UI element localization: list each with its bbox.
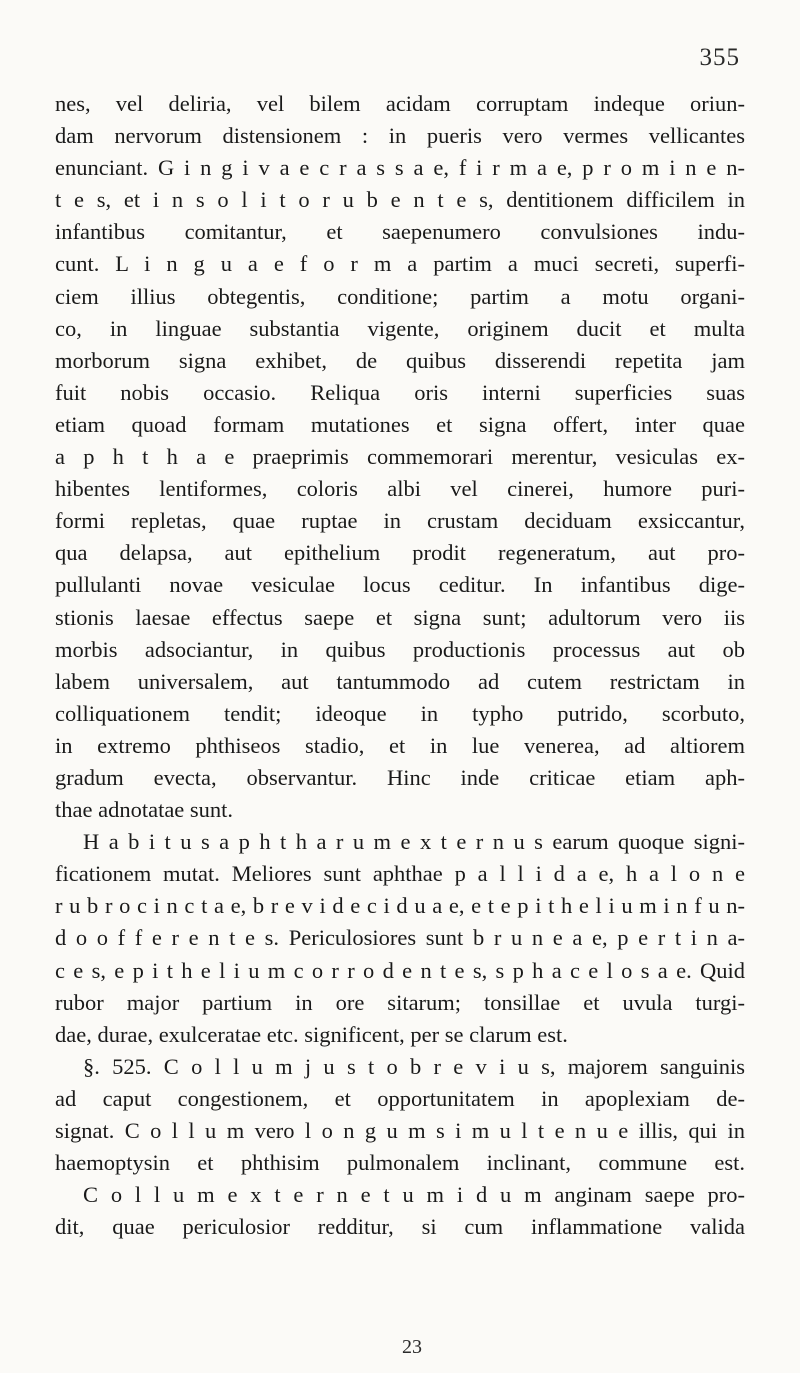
text-line: stionis laesae effectus saepe et signa sunt; adultorum vero iis	[55, 604, 745, 630]
text-line: H a b i t u s a p h t h a r u m e x t e r n u s earum quoque signi-	[83, 829, 745, 855]
text-line: morbis adsociantur, in quibus productionis processus aut ob	[55, 636, 745, 662]
text-line: c e s, e p i t h e l i u m c o r r o d e n t e s, s p h a c e l o s a e. Quid	[55, 957, 745, 983]
text-line: colliquationem tendit; ideoque in typho putrido, scorbuto,	[55, 700, 745, 726]
text-line: infantibus comitantur, et saepenumero convulsiones indu-	[55, 219, 745, 245]
text-line: t e s, et i n s o l i t o r u b e n t e s, dentitionem difficilem in	[55, 187, 745, 213]
text-line: gradum evecta, observantur. Hinc inde criticae etiam aph-	[55, 764, 745, 790]
text-line: C o l l u m e x t e r n e t u m i d u m anginam saepe pro-	[83, 1182, 745, 1208]
text-line: ciem illius obtegentis, conditione; partim a motu organi-	[55, 283, 745, 309]
text-line: in extremo phthiseos stadio, et in lue venerea, ad altiorem	[55, 732, 745, 758]
text-line: etiam quoad formam mutationes et signa offert, inter quae	[55, 411, 745, 437]
text-line: cunt. L i n g u a e f o r m a partim a muci secreti, superfi-	[55, 251, 745, 277]
text-line: hibentes lentiformes, coloris albi vel cinerei, humore puri-	[55, 476, 745, 502]
text-line: dam nervorum distensionem : in pueris vero vermes vellicantes	[55, 123, 745, 149]
text-line: signat. C o l l u m vero l o n g u m s i m u l t e n u e illis, qui in	[55, 1118, 745, 1143]
text-line: a p h t h a e praeprimis commemorari merentur, vesiculas ex-	[55, 444, 745, 470]
page-number: 355	[699, 44, 740, 71]
text-line: thae adnotatae sunt.	[55, 797, 234, 823]
text-line: §. 525. C o l l u m j u s t o b r e v i u s, majorem sanguinis	[83, 1053, 745, 1079]
text-line: r u b r o c i n c t a e, b r e v i d e c i d u a e, e t e p i t h e l i u m i n f u n-	[55, 893, 745, 919]
text-line: morborum signa exhibet, de quibus disserendi repetita jam	[55, 347, 745, 373]
text-line: rubor major partium in ore sitarum; tonsillae et uvula turgi-	[55, 989, 745, 1015]
text-line: dae, durae, exulceratae etc. significent, per se clarum est.	[55, 1021, 568, 1047]
text-line: enunciant. G i n g i v a e c r a s s a e, f i r m a e, p r o m i n e n-	[55, 155, 745, 181]
text-line: nes, vel deliria, vel bilem acidam corruptam indeque oriun-	[55, 91, 745, 116]
text-line: ficationem mutat. Meliores sunt aphthae p a l l i d a e, h a l o n e	[55, 861, 745, 887]
text-line: pullulanti novae vesiculae locus ceditur. In infantibus dige-	[55, 572, 745, 598]
text-line: haemoptysin et phthisim pulmonalem inclinant, commune est.	[55, 1150, 745, 1176]
body-text	[55, 88, 745, 1243]
text-line: co, in linguae substantia vigente, originem ducit et multa	[55, 315, 745, 341]
text-line: fuit nobis occasio. Reliqua oris interni superficies suas	[55, 379, 745, 405]
text-line: formi repletas, quae ruptae in crustam deciduam exsiccantur,	[55, 508, 745, 534]
text-line: labem universalem, aut tantummodo ad cutem restrictam in	[55, 668, 745, 694]
text-line: d o o f f e r e n t e s. Periculosiores sunt b r u n e a e, p e r t i n a-	[55, 925, 745, 951]
signature-mark: 23	[402, 1336, 422, 1358]
text-line: qua delapsa, aut epithelium prodit regeneratum, aut pro-	[55, 540, 745, 566]
text-line: dit, quae periculosior redditur, si cum inflammatione valida	[55, 1214, 745, 1240]
text-line: ad caput congestionem, et opportunitatem in apoplexiam de-	[55, 1085, 745, 1111]
